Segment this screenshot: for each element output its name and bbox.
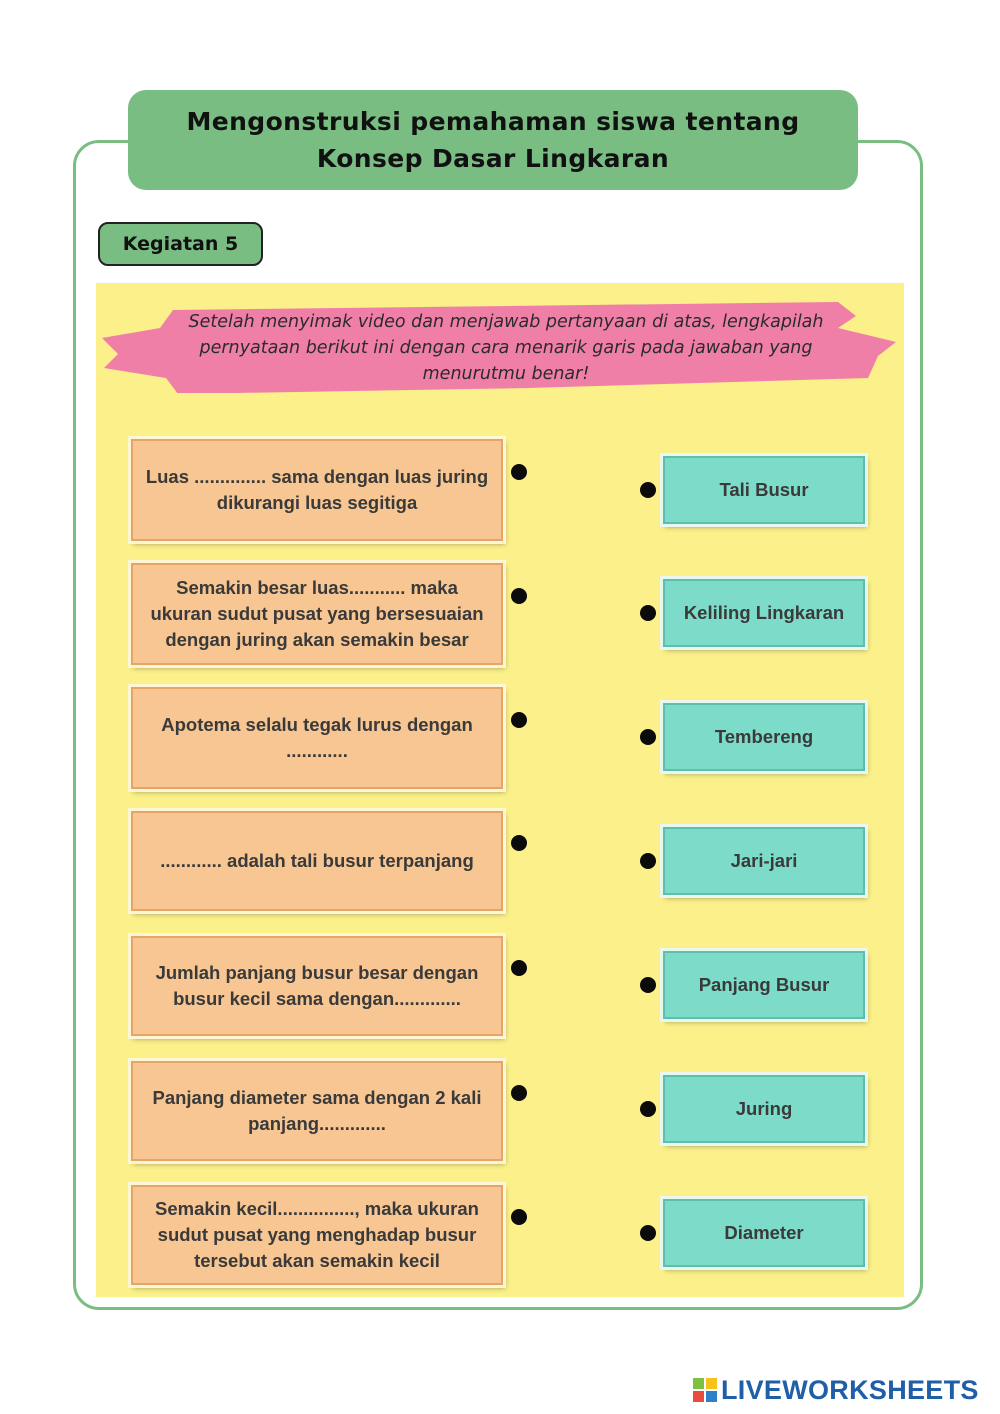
- question-connector-dot[interactable]: [511, 1209, 527, 1225]
- logo-text: LIVEWORKSHEETS: [721, 1374, 979, 1405]
- question-box: Panjang diameter sama dengan 2 kali panjang.............: [131, 1061, 503, 1161]
- answer-connector-dot[interactable]: [640, 482, 656, 498]
- title-line-2: Konsep Dasar Lingkaran: [316, 144, 670, 173]
- answer-box: Tali Busur: [663, 456, 865, 524]
- answer-box: Tembereng: [663, 703, 865, 771]
- question-connector-dot[interactable]: [511, 1085, 527, 1101]
- answer-connector-dot[interactable]: [640, 729, 656, 745]
- answer-connector-dot[interactable]: [640, 977, 656, 993]
- question-connector-dot[interactable]: [511, 960, 527, 976]
- liveworksheets-logo: [693, 1375, 979, 1405]
- question-box: Semakin besar luas........... maka ukuran sudut pusat yang bersesuaian dengan juring akan semakin besar: [131, 563, 503, 665]
- question-box: ............ adalah tali busur terpanjang: [131, 811, 503, 911]
- activity-badge: Kegiatan 5: [98, 222, 263, 266]
- logo-grid-icon: [693, 1378, 717, 1402]
- worksheet-area: [96, 283, 904, 1297]
- title-banner: [128, 90, 858, 190]
- answer-connector-dot[interactable]: [640, 853, 656, 869]
- question-connector-dot[interactable]: [511, 588, 527, 604]
- answer-box: Juring: [663, 1075, 865, 1143]
- question-connector-dot[interactable]: [511, 712, 527, 728]
- question-box: Luas .............. sama dengan luas juring dikurangi luas segitiga: [131, 439, 503, 541]
- answer-connector-dot[interactable]: [640, 605, 656, 621]
- answer-box: Jari-jari: [663, 827, 865, 895]
- answer-box: Panjang Busur: [663, 951, 865, 1019]
- question-box: Apotema selalu tegak lurus dengan ............: [131, 687, 503, 789]
- title-line-1: Mengonstruksi pemahaman siswa tentang: [186, 107, 800, 136]
- answer-connector-dot[interactable]: [640, 1101, 656, 1117]
- answer-connector-dot[interactable]: [640, 1225, 656, 1241]
- answer-box: Keliling Lingkaran: [663, 579, 865, 647]
- instruction-text: Setelah menyimak video dan menjawab pertanyaan di atas, lengkapilah pernyataan berikut ini dengan cara menarik garis pada jawaban yang menurutmu benar!: [188, 312, 824, 384]
- question-connector-dot[interactable]: [511, 835, 527, 851]
- question-box: Jumlah panjang busur besar dengan busur kecil sama dengan.............: [131, 936, 503, 1036]
- question-connector-dot[interactable]: [511, 464, 527, 480]
- question-box: Semakin kecil..............., maka ukuran sudut pusat yang menghadap busur tersebut akan semakin kecil: [131, 1185, 503, 1285]
- answer-box: Diameter: [663, 1199, 865, 1267]
